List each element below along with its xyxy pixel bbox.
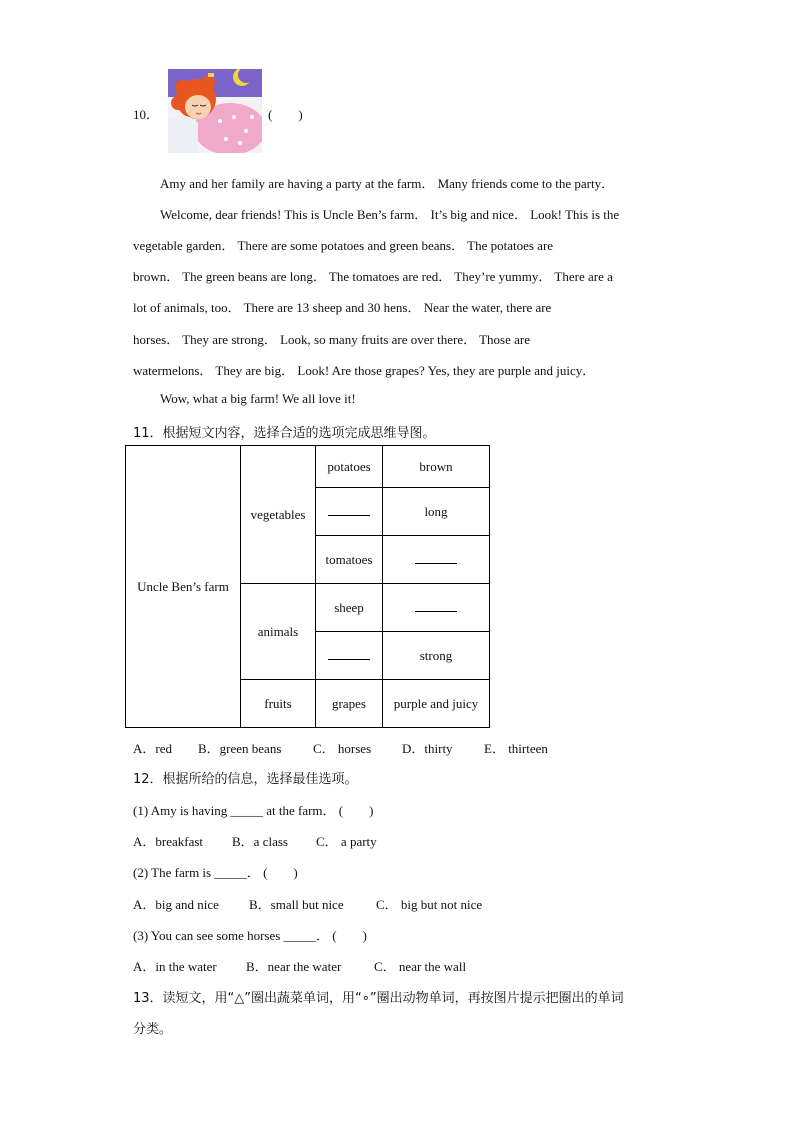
blank-green-beans[interactable] [316,488,383,536]
q12-item-1-option-c[interactable]: C． a party [316,834,377,849]
cell-brown: brown [383,446,490,488]
category-animals: animals [241,584,316,680]
q11-option-d[interactable]: D．thirty [402,741,453,756]
q12-item-3-option-a[interactable]: A．in the water [133,959,217,974]
q11-option-b[interactable]: B．green beans [198,741,282,756]
passage-line-8: Wow, what a big farm! We all love it! [160,391,356,406]
mind-map-table [125,445,490,728]
q12-item-2-question: (2) The farm is _____． ( ) [133,865,298,880]
q12-item-1-option-a[interactable]: A．breakfast [133,834,204,849]
question-11-title: 11．根据短文内容，选择合适的选项完成思维导图。 [133,426,436,441]
blank-horses[interactable] [316,632,383,680]
q12-item-1-option-b[interactable]: B．a class [232,834,288,849]
sleeping-girl-illustration [168,69,262,153]
q11-option-c[interactable]: C． horses [313,741,372,756]
question-10-answer-paren: ( ) [268,107,303,122]
q12-item-2-option-b[interactable]: B．small but nice [249,897,344,912]
passage-line-4: brown． The green beans are long． The tomatoes are red． They’re yummy． There are a [133,269,613,284]
question-13-line-2: 分类。 [133,1022,173,1037]
passage-line-2: Welcome, dear friends! This is Uncle Ben’s farm． It’s big and nice． Look! This is the [160,207,620,222]
question-13-line-1: 13．读短文，用“△”圈出蔬菜单词，用“∘”圈出动物单词，再按图片提示把圈出的单词 [133,991,624,1006]
q12-item-3-option-b[interactable]: B．near the water [246,959,342,974]
q12-item-2-option-a[interactable]: A．big and nice [133,897,219,912]
blank-sheep-count[interactable] [383,584,490,632]
q12-item-1-question: (1) Amy is having _____ at the farm． ( ) [133,803,374,818]
cell-strong: strong [383,632,490,680]
mind-map-root: Uncle Ben’s farm [126,446,241,728]
category-vegetables: vegetables [241,446,316,584]
q12-item-3-option-c[interactable]: C． near the wall [374,959,467,974]
question-12-title: 12．根据所给的信息，选择最佳选项。 [133,772,358,787]
cell-tomatoes: tomatoes [316,536,383,584]
blank-tomato-color[interactable] [383,536,490,584]
question-10-number: 10． [133,107,160,122]
passage-line-5: lot of animals, too． There are 13 sheep and 30 hens． Near the water, there are [133,300,552,315]
cell-sheep: sheep [316,584,383,632]
cell-potatoes: potatoes [316,446,383,488]
passage-line-3: vegetable garden． There are some potatoes and green beans． The potatoes are [133,238,554,253]
cell-purple-juicy: purple and juicy [383,680,490,728]
q11-option-a[interactable]: A．red [133,741,172,756]
cell-grapes: grapes [316,680,383,728]
q12-item-2-option-c[interactable]: C． big but not nice [376,897,483,912]
passage-line-7: watermelons． They are big． Look! Are those grapes? Yes, they are purple and juicy． [133,363,596,378]
cell-long: long [383,488,490,536]
passage-line-6: horses． They are strong． Look, so many fruits are over there． Those are [133,332,530,347]
passage-line-1: Amy and her family are having a party at the farm． Many friends come to the party． [160,176,615,191]
category-fruits: fruits [241,680,316,728]
q11-option-e[interactable]: E． thirteen [484,741,548,756]
q12-item-3-question: (3) You can see some horses _____． ( ) [133,928,367,943]
